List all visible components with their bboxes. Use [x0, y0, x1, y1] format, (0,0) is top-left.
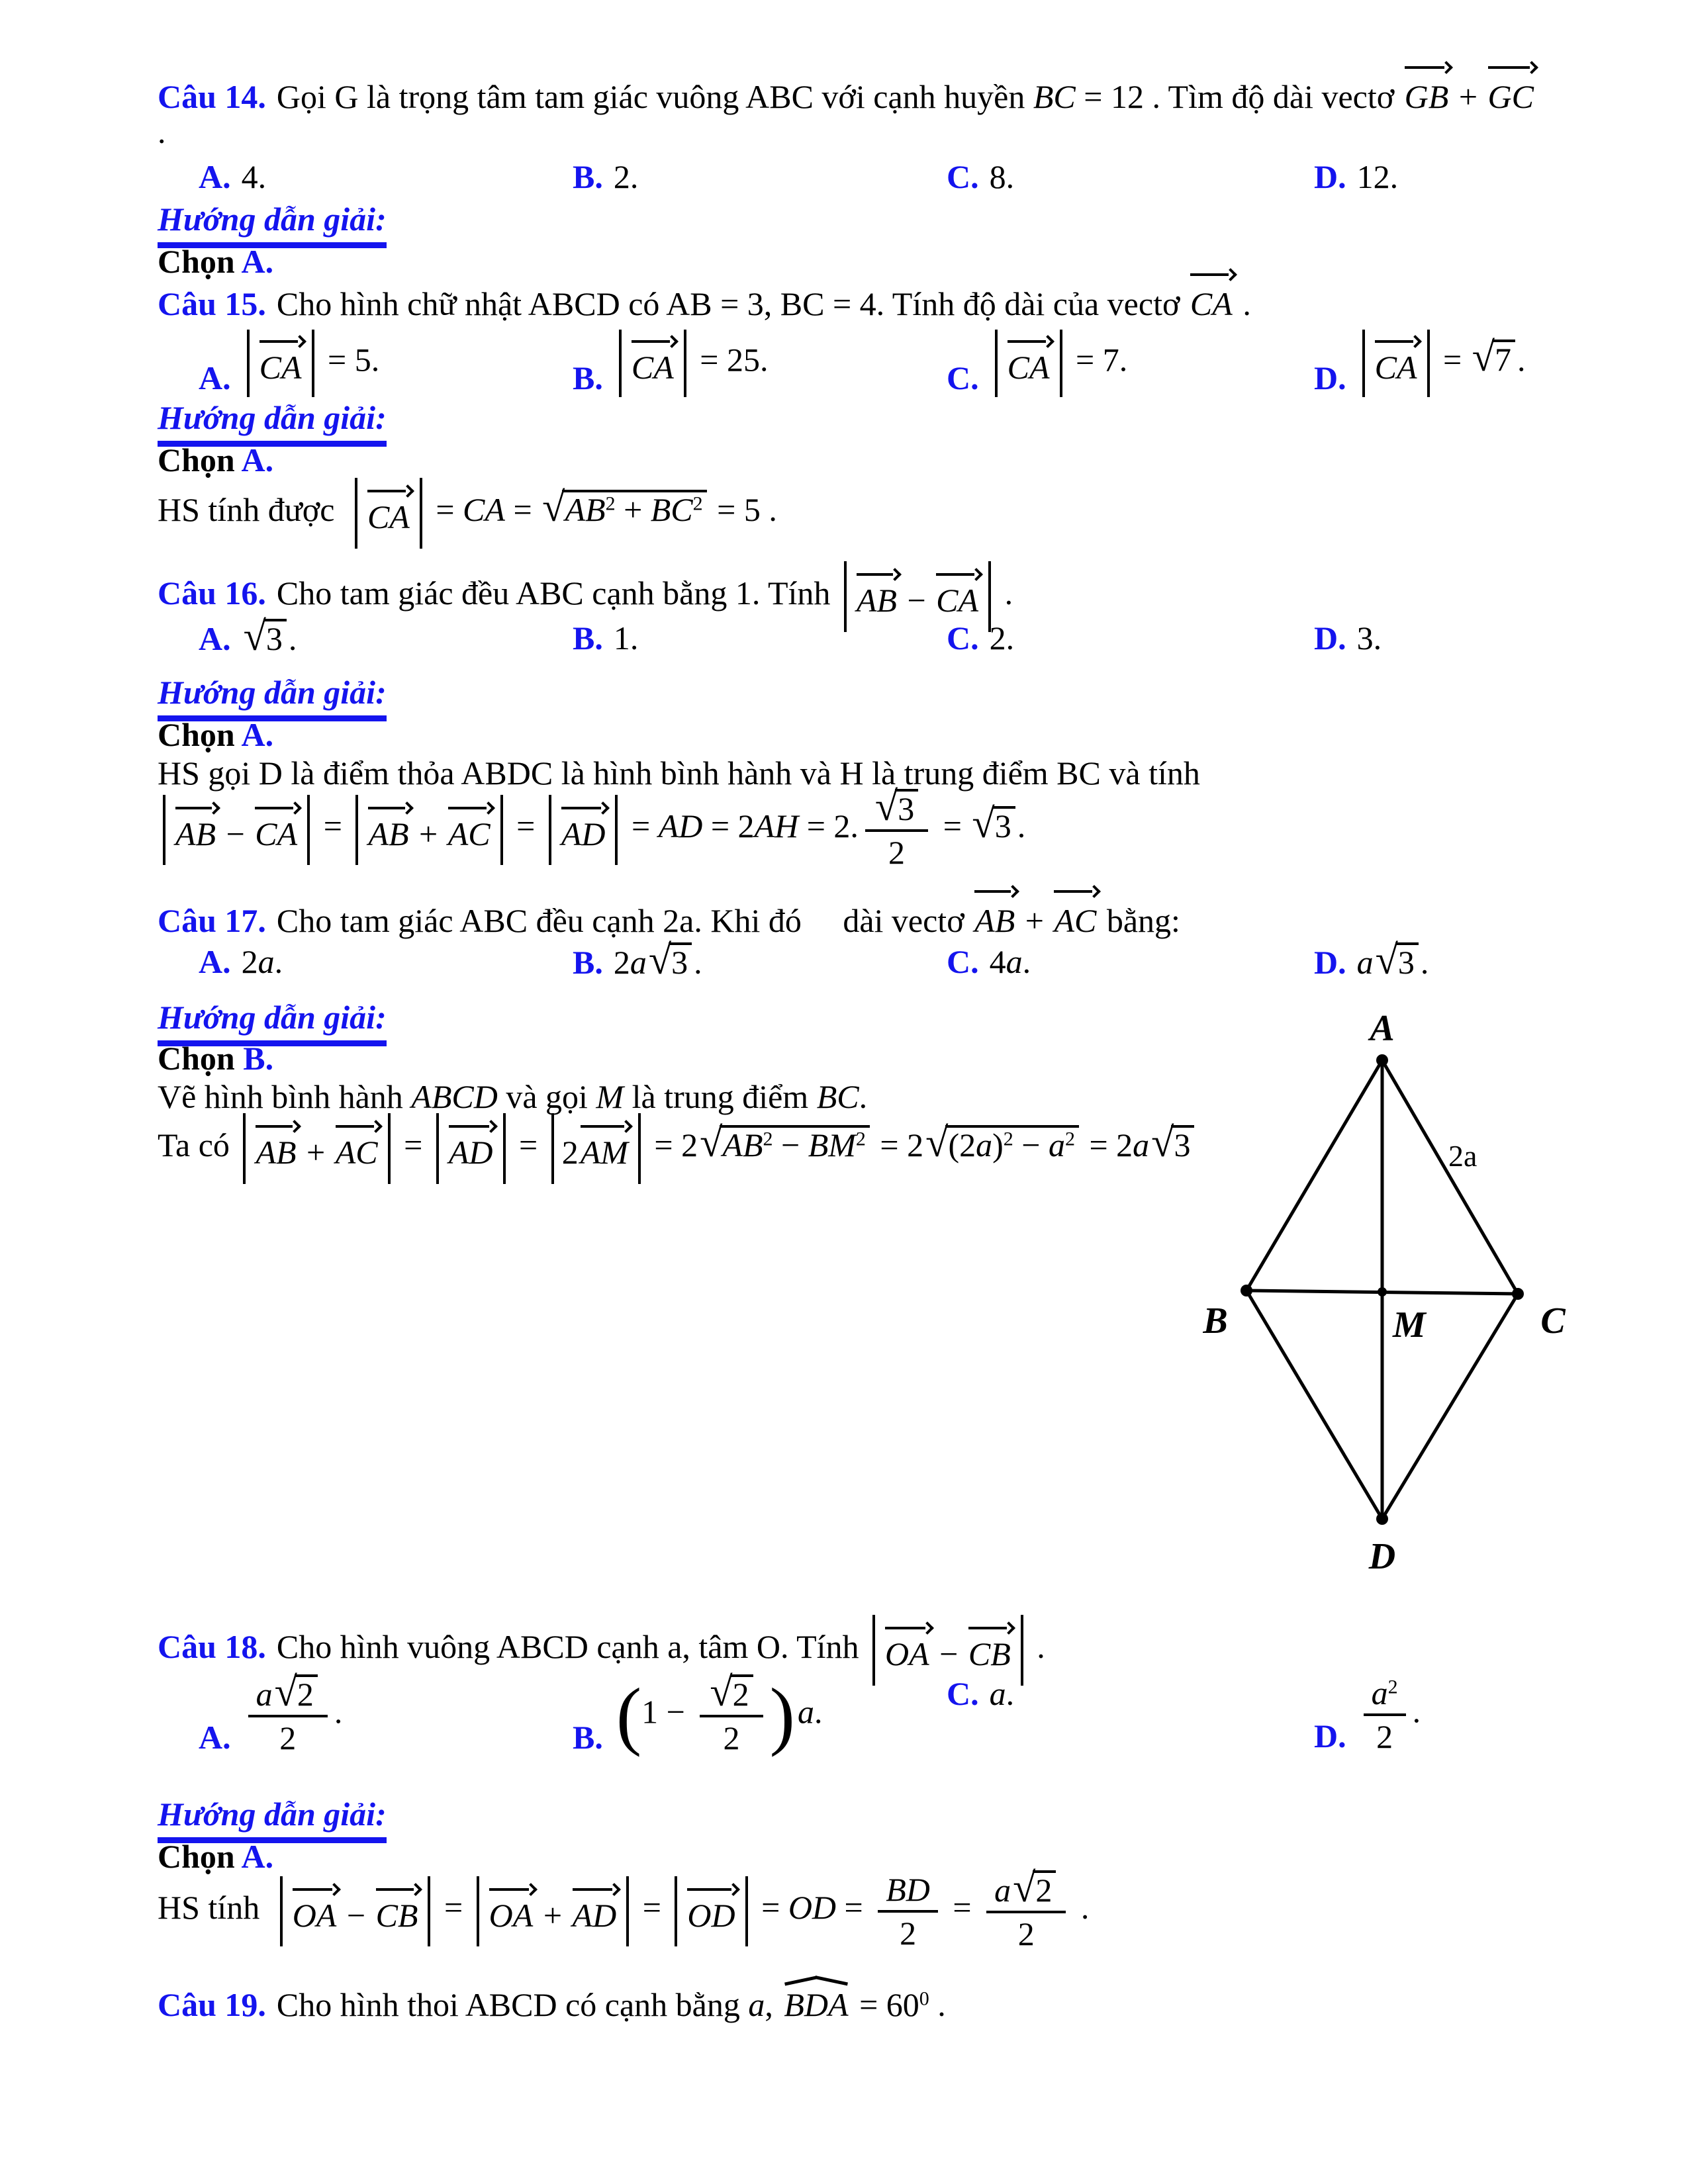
option-c	[947, 330, 1127, 397]
option-value: $\frac{a^2}{2}$ .	[1357, 1674, 1421, 1755]
vertex-label-d: D	[1368, 1536, 1396, 1577]
option-value: CA = 25.	[614, 330, 769, 397]
solution-math: Ta có AB + AC = AD = 2AM = 2 √ $AB^2 - BM^2 = 2$ √ $(2a)^2 - a^2 = 2a$ √ 3	[158, 1126, 1196, 1163]
option-letter: A.	[199, 943, 231, 980]
solution-guide-heading: Hướng dẫn giải:	[158, 1794, 387, 1843]
option-letter: A.	[199, 359, 231, 396]
solution-math: AB − CA = AB + AC = AD = AD = 2AH = 2. √ $\frac{3}{2}$ = √ 3 .	[158, 807, 1025, 844]
option-letter: D.	[1314, 359, 1346, 396]
option-value: 4.	[241, 158, 267, 195]
solution-line	[158, 1870, 1089, 1952]
option-b	[573, 330, 768, 397]
solution-guide-heading: Hướng dẫn giải:	[158, 672, 387, 721]
choose-letter: A.	[241, 441, 274, 478]
choose-word: Chọn	[158, 1838, 242, 1875]
question-stem-math: Cho hình thoi ABCD có cạnh bằng a, BDA = $60^0$ .	[277, 1986, 946, 2023]
option-c	[947, 942, 1031, 981]
chosen-answer	[158, 241, 273, 283]
question-stem-math: Cho tam giác ABC đều cạnh 2a. Khi đó dài vectơ AB + AC bằng:	[277, 902, 1180, 939]
option-value: 3.	[1356, 619, 1382, 657]
question-number: Câu 16.	[158, 574, 266, 612]
option-b	[573, 942, 702, 981]
option-letter: C.	[947, 619, 979, 657]
choose-letter: A.	[241, 1838, 274, 1875]
option-value: CA = 5.	[242, 330, 380, 397]
option-value: 8.	[989, 158, 1015, 195]
option-value: 1.	[613, 619, 639, 657]
option-value: 12.	[1356, 158, 1399, 195]
option-a	[199, 330, 379, 397]
choose-word: Chọn	[158, 1040, 244, 1077]
solution-line	[158, 478, 777, 549]
option-letter: C.	[947, 1675, 979, 1712]
question-stem-math: Cho hình vuông ABCD cạnh a, tâm O. Tính OA − CB .	[277, 1628, 1045, 1665]
option-letter: D.	[1314, 158, 1346, 195]
option-a	[199, 158, 266, 196]
option-b	[573, 158, 638, 196]
solution-guide-heading: Hướng dẫn giải:	[158, 199, 387, 248]
option-letter: B.	[573, 158, 603, 195]
question-number: Câu 17.	[158, 902, 266, 939]
option-value: 2a.	[241, 943, 283, 980]
option-b	[573, 619, 638, 657]
option-letter: B.	[573, 1719, 603, 1756]
option-value: 2.	[613, 158, 639, 195]
option-d	[1314, 158, 1398, 196]
midpoint-label-m: M	[1393, 1304, 1426, 1345]
solution-prefix: HS tính được	[158, 490, 343, 528]
option-c	[947, 619, 1014, 657]
option-letter: B.	[573, 359, 603, 396]
option-letter: D.	[1314, 1717, 1346, 1754]
solution-text	[158, 1076, 867, 1118]
question-stem	[158, 283, 1251, 325]
option-letter: A.	[199, 620, 231, 657]
question-number: Câu 15.	[158, 285, 266, 322]
solution-construction: Vẽ hình bình hành ABCD và gọi M là trung điểm BC.	[158, 1078, 868, 1115]
solution-prefix: HS tính	[158, 1889, 268, 1927]
option-value: 2.	[989, 619, 1015, 657]
option-d	[1314, 330, 1526, 397]
option-letter: A.	[199, 1719, 231, 1756]
vertex-label-b: B	[1203, 1300, 1228, 1342]
choose-letter: B.	[243, 1040, 274, 1077]
solution-text: HS gọi D là điểm thỏa ABDC là hình bình hành và H là trung điểm BC và tính	[158, 754, 1200, 792]
choose-word: Chọn	[158, 716, 242, 753]
option-letter: D.	[1314, 619, 1346, 657]
option-c	[947, 158, 1014, 196]
option-d	[1314, 1674, 1421, 1755]
question-stem	[158, 900, 1180, 942]
question-stem-math: Gọi G là trọng tâm tam giác vuông ABC với cạnh huyền BC = 12 . Tìm độ dài vectơ GB + GC	[277, 78, 1536, 115]
option-c	[947, 1674, 1014, 1713]
option-letter: A.	[199, 158, 231, 195]
solution-guide-heading: Hướng dẫn giải:	[158, 397, 387, 447]
option-a	[199, 619, 297, 658]
choose-word: Chọn	[158, 441, 242, 478]
side-length-label: 2a	[1448, 1139, 1477, 1173]
rhombus-diagram	[1185, 1006, 1595, 1602]
question-stem	[158, 1984, 946, 2026]
option-a	[199, 942, 283, 981]
solution-line	[158, 789, 1025, 871]
solution-guide-heading: Hướng dẫn giải:	[158, 997, 387, 1046]
chosen-answer	[158, 1038, 273, 1079]
question-stem-math: Cho hình chữ nhật ABCD có AB = 3, BC = 4. Tính độ dài của vectơ CA .	[277, 285, 1251, 322]
chosen-answer	[158, 439, 273, 481]
option-value: CA = 7.	[990, 330, 1128, 397]
option-value: ( 1 − √ $\frac{2}{2}$ ) a.	[614, 1674, 823, 1756]
choose-letter: A.	[241, 243, 274, 280]
chosen-answer	[158, 714, 273, 756]
option-a	[199, 1674, 342, 1756]
vertex-label-a: A	[1370, 1008, 1395, 1049]
option-value: a.	[989, 1675, 1015, 1712]
option-letter: D.	[1314, 944, 1346, 981]
question-number: Câu 18.	[158, 1627, 266, 1665]
vertex-label-c: C	[1540, 1300, 1566, 1342]
option-b	[573, 1674, 822, 1756]
option-d	[1314, 942, 1429, 981]
solution-math: OA − CB = OA + AD = OD = OD = $\frac{BD}{2}$ = $\frac{a √ 2}{2}$ .	[275, 1889, 1090, 1926]
option-letter: C.	[947, 943, 979, 980]
option-value: $\frac{a √ 2}{2}$ .	[242, 1674, 343, 1756]
solution-line	[158, 1113, 1196, 1184]
solution-math: CA = CA = √ $AB^2 + BC^2 = 5$ .	[350, 491, 777, 528]
option-d	[1314, 619, 1382, 657]
option-letter: C.	[947, 359, 979, 396]
option-value: √ 3 .	[242, 619, 297, 658]
option-letter: C.	[947, 158, 979, 195]
option-value: CA = √ 7 .	[1357, 330, 1526, 397]
question-stem	[158, 76, 1536, 118]
choose-word: Chọn	[158, 243, 242, 280]
option-value: a √ 3 .	[1357, 942, 1429, 981]
option-value: 2a √ 3 .	[614, 942, 702, 981]
stray-period: .	[158, 113, 166, 150]
question-stem-math: Cho tam giác đều ABC cạnh bằng 1. Tính AB − CA .	[277, 574, 1013, 612]
option-letter: B.	[573, 944, 603, 981]
question-number: Câu 19.	[158, 1986, 266, 2023]
option-value: 4a.	[989, 943, 1031, 980]
choose-letter: A.	[241, 716, 274, 753]
question-number: Câu 14.	[158, 78, 266, 115]
option-letter: B.	[573, 619, 603, 657]
